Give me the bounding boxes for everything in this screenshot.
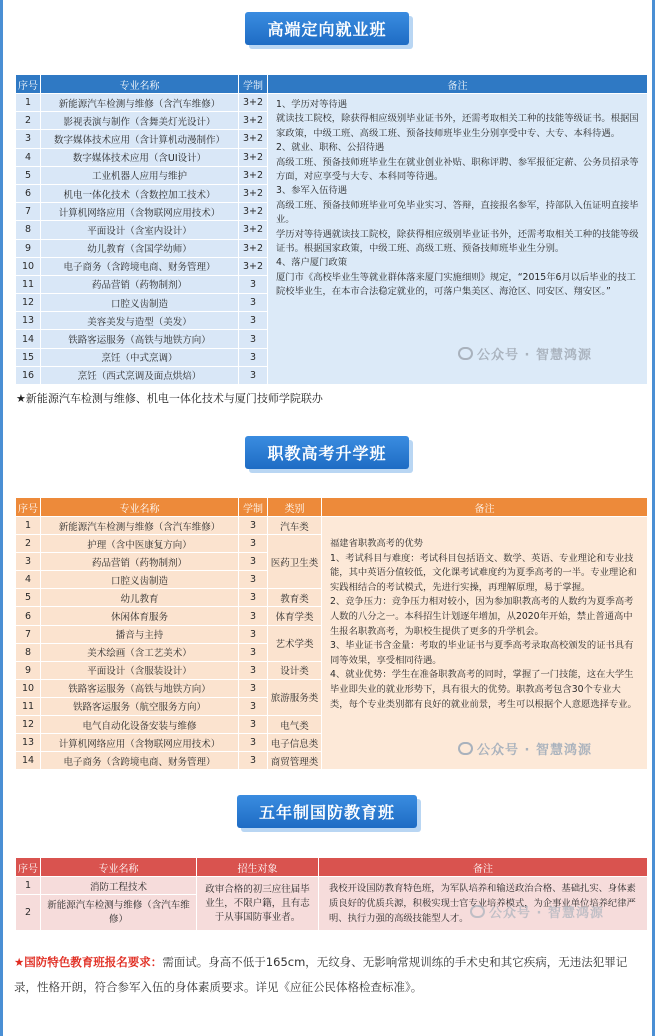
row-category: 艺术学类: [268, 625, 322, 661]
row-major: 新能源汽车检测与维修（含汽车维修）: [41, 517, 239, 535]
section2-title: 职教高考升学班: [245, 436, 409, 469]
note-paragraph: 2、就业、职称、公招待遇: [276, 142, 385, 154]
employment-class-table: [15, 74, 648, 385]
row-index: 7: [16, 203, 41, 221]
row-major: 休闲体育服务: [41, 607, 239, 625]
row-category: 电气类: [268, 716, 322, 734]
row-major: 数字媒体技术应用（含计算机动漫制作）: [41, 130, 239, 148]
requirements-label: ★国防特色教育班报名要求：: [14, 955, 163, 969]
row-index: 13: [16, 312, 41, 330]
row-index: 5: [16, 589, 41, 607]
row-index: 14: [16, 752, 41, 770]
page-left-border: [0, 0, 3, 1036]
row-category: 体育学类: [268, 607, 322, 625]
row-major: 机电一体化技术（含数控加工技术）: [41, 184, 239, 202]
watermark: 公众号 · 智慧鸿源: [458, 344, 592, 363]
row-major: 护理（含中医康复方向）: [41, 535, 239, 553]
row-index: 6: [16, 607, 41, 625]
defense-requirements: [14, 950, 646, 1000]
row-index: 12: [16, 716, 41, 734]
row-index: 8: [16, 221, 41, 239]
row-duration: 3: [239, 734, 268, 752]
exam-notes: [322, 517, 648, 770]
row-index: 12: [16, 294, 41, 312]
row-index: 2: [16, 112, 41, 130]
row-index: 11: [16, 275, 41, 293]
header-index: 序号: [16, 858, 41, 877]
row-duration: 3: [239, 553, 268, 571]
header-notes: 备注: [268, 75, 648, 94]
wechat-icon: [458, 347, 473, 360]
row-duration: 3: [239, 752, 268, 770]
row-major: 药品营销（药物制剂）: [41, 275, 239, 293]
header-duration: 学制: [239, 498, 268, 517]
row-duration: 3: [239, 275, 268, 293]
row-major: 影视表演与制作（含舞美灯光设计）: [41, 112, 239, 130]
header-notes: 备注: [322, 498, 648, 517]
header-duration: 学制: [239, 75, 268, 94]
row-major: 铁路客运服务（高铁与地铁方向）: [41, 330, 239, 348]
college-exam-class-table: [15, 497, 648, 770]
row-duration: 3: [239, 535, 268, 553]
row-duration: 3: [239, 517, 268, 535]
row-duration: 3+2: [239, 184, 268, 202]
row-index: 16: [16, 366, 41, 384]
note-paragraph: 4、落户厦门政策: [276, 257, 347, 269]
row-category: 汽车类: [268, 517, 322, 535]
row-major: 电气自动化设备安装与维修: [41, 716, 239, 734]
row-major: 计算机网络应用（含物联网应用技术）: [41, 734, 239, 752]
requirements-text: 需面试。身高不低于165cm，无纹身、无影响常规训练的手术史和其它疾病，无违法犯罪记录，性格开朗，符合参军入伍的身体素质要求。详见《应征公民体格检查标准》。: [14, 955, 628, 994]
header-category: 类别: [268, 498, 322, 517]
note-paragraph: 高级工班、预备技师班毕业可免毕业实习、答辩，直接报名参军，持部队入伍证明直接毕业。: [276, 199, 639, 226]
header-major: 专业名称: [41, 498, 239, 517]
row-duration: 3+2: [239, 112, 268, 130]
row-index: 8: [16, 643, 41, 661]
row-major: 播音与主持: [41, 625, 239, 643]
row-index: 4: [16, 148, 41, 166]
note-paragraph: 3、毕业证书含金量：考取的毕业证书与夏季高考录取高校颁发的证书具有同等效果，享受相同待遇。: [330, 640, 634, 666]
row-duration: 3: [239, 589, 268, 607]
row-duration: 3+2: [239, 203, 268, 221]
row-major: 电子商务（含跨境电商、财务管理）: [41, 257, 239, 275]
row-category: 电子信息类: [268, 734, 322, 752]
row-major: 平面设计（含服装设计）: [41, 661, 239, 679]
row-index: 1: [16, 877, 41, 895]
row-major: 铁路客运服务（航空服务方向）: [41, 697, 239, 715]
row-major: 烹饪（西式烹调及面点烘焙）: [41, 366, 239, 384]
row-duration: 3+2: [239, 257, 268, 275]
row-duration: 3: [239, 330, 268, 348]
row-major: 烹饪（中式烹调）: [41, 348, 239, 366]
row-duration: 3: [239, 661, 268, 679]
note-paragraph: 3、参军入伍待遇: [276, 185, 347, 197]
note-paragraph: 2、竞争压力：竞争压力相对较小，因为参加职教高考的人数约为夏季高考人数的八分之一。本科招生计划逐年增加，从2020年开始，禁止普通高中生报名职教高考，为职校生提供了更多的升学机会。: [330, 596, 634, 637]
row-index: 7: [16, 625, 41, 643]
header-major: 专业名称: [41, 858, 197, 877]
note-paragraph: 1、学历对等待遇: [276, 99, 347, 110]
row-index: 11: [16, 697, 41, 715]
row-category: 商贸管理类: [268, 752, 322, 770]
row-index: 1: [16, 94, 41, 112]
row-major: 口腔义齿制造: [41, 294, 239, 312]
note-paragraph: 学历对等待遇就读技工院校，除获得相应级别毕业证书外，还需考取相关工种的技能等级证书。根据国家政策，中级工班、高级工班、预备技师班毕业生分别。: [276, 228, 639, 255]
row-index: 1: [16, 517, 41, 535]
row-duration: 3: [239, 679, 268, 697]
row-index: 10: [16, 679, 41, 697]
row-index: 13: [16, 734, 41, 752]
note-paragraph: 4、就业优势：学生在准备职教高考的同时，掌握了一门技能，这在大学生毕业即失业的就业形势下，具有很大的优势。职教高考包含30个专业大类，每个专业类别都有良好的就业前景，考生可以根据个人意愿选择专业。: [330, 669, 637, 710]
note-paragraph: 1、考试科目与难度：考试科目包括语文、数学、英语、专业理论和专业技能，其中英语分值较低，文化课考试难度约为夏季高考的一半。专业理论和实践相结合的考试模式，先进行实操，再理解原理，易于掌握。: [330, 552, 637, 593]
row-index: 6: [16, 184, 41, 202]
header-index: 序号: [16, 75, 41, 94]
row-major: 电子商务（含跨境电商、财务管理）: [41, 752, 239, 770]
row-major: 数字媒体技术应用（含UI设计）: [41, 148, 239, 166]
row-major: 工业机器人应用与维护: [41, 166, 239, 184]
row-major: 铁路客运服务（高铁与地铁方向）: [41, 679, 239, 697]
section1-title: 高端定向就业班: [245, 12, 409, 45]
note-paragraph: 厦门市《高校毕业生等就业群体落来厦门实施细则》规定，“2015年6月以后毕业的技工院校毕业生，在本市合法稳定就业的，可落户集美区、海沧区、同安区、翔安区。”: [276, 271, 636, 298]
header-notes: 备注: [319, 858, 648, 877]
watermark: 公众号 · 智慧鸿源: [458, 739, 592, 758]
row-index: 10: [16, 257, 41, 275]
row-duration: 3: [239, 294, 268, 312]
header-target: 招生对象: [197, 858, 319, 877]
note-paragraph: 福建省职教高考的优势: [330, 538, 423, 549]
watermark: 公众号 · 智慧鸿源: [470, 902, 604, 921]
row-index: 9: [16, 661, 41, 679]
row-index: 4: [16, 571, 41, 589]
row-duration: 3: [239, 607, 268, 625]
row-index: 3: [16, 553, 41, 571]
row-duration: 3: [239, 348, 268, 366]
row-duration: 3: [239, 366, 268, 384]
table-header-row: [16, 858, 648, 877]
wechat-icon: [458, 742, 473, 755]
row-major: 药品营销（药物制剂）: [41, 553, 239, 571]
row-duration: 3: [239, 312, 268, 330]
row-major: 计算机网络应用（含物联网应用技术）: [41, 203, 239, 221]
table-header-row: [16, 75, 648, 94]
row-index: 14: [16, 330, 41, 348]
row-duration: 3: [239, 697, 268, 715]
row-category: 旅游服务类: [268, 679, 322, 715]
table-row: [16, 94, 648, 112]
row-major: 消防工程技术: [41, 877, 197, 895]
row-category: 医药卫生类: [268, 535, 322, 589]
row-major: 美容美发与造型（美发）: [41, 312, 239, 330]
row-index: 2: [16, 535, 41, 553]
row-duration: 3+2: [239, 148, 268, 166]
section1-footnote: ★新能源汽车检测与维修、机电一体化技术与厦门技师学院联办: [16, 392, 323, 405]
wechat-icon: [470, 905, 485, 918]
table-header-row: [16, 498, 648, 517]
table-row: [16, 877, 648, 895]
row-duration: 3+2: [239, 166, 268, 184]
defense-note: 我校开设国防教育特色班，为军队培养和输送政治合格、基础扎实、身体素质良好的优质兵源，积极实现士官专业培养模式，为企事业单位培养纪律严明、执行力强的高级技能型人才。: [319, 877, 648, 931]
row-major: 口腔义齿制造: [41, 571, 239, 589]
row-index: 9: [16, 239, 41, 257]
row-major: 新能源汽车检测与维修（含汽车维修）: [41, 895, 197, 931]
row-duration: 3+2: [239, 94, 268, 112]
row-major: 幼儿教育（含国学幼师）: [41, 239, 239, 257]
row-index: 3: [16, 130, 41, 148]
row-category: 设计类: [268, 661, 322, 679]
row-duration: 3+2: [239, 130, 268, 148]
enrollment-target: 政审合格的初三应往届毕业生，不限户籍，且有志于从事国防事业者。: [197, 877, 319, 931]
row-duration: 3: [239, 716, 268, 734]
header-major: 专业名称: [41, 75, 239, 94]
section3-title: 五年制国防教育班: [237, 795, 417, 828]
row-duration: 3+2: [239, 239, 268, 257]
note-paragraph: 高级工班、预备技师班毕业生在就业创业补贴、职称评聘、参军报征定薪、公务员招录等方面，对应享受与大专、本科同等待遇。: [276, 156, 639, 183]
table-row: [16, 517, 648, 535]
header-index: 序号: [16, 498, 41, 517]
row-duration: 3: [239, 571, 268, 589]
row-major: 美术绘画（含工艺美术）: [41, 643, 239, 661]
employment-notes: [268, 94, 648, 385]
row-index: 5: [16, 166, 41, 184]
row-index: 15: [16, 348, 41, 366]
row-duration: 3: [239, 643, 268, 661]
row-major: 新能源汽车检测与维修（含汽车维修）: [41, 94, 239, 112]
row-major: 幼儿教育: [41, 589, 239, 607]
row-duration: 3+2: [239, 221, 268, 239]
row-index: 2: [16, 895, 41, 931]
row-major: 平面设计（含室内设计）: [41, 221, 239, 239]
note-paragraph: 就读技工院校，除获得相应级别毕业证书外，还需考取相关工种的技能等级证书。根据国家政策，中级工班、高级工班、预备技师班毕业生分别享受中专、大专、本科待遇。: [276, 113, 639, 139]
row-category: 教育类: [268, 589, 322, 607]
row-duration: 3: [239, 625, 268, 643]
